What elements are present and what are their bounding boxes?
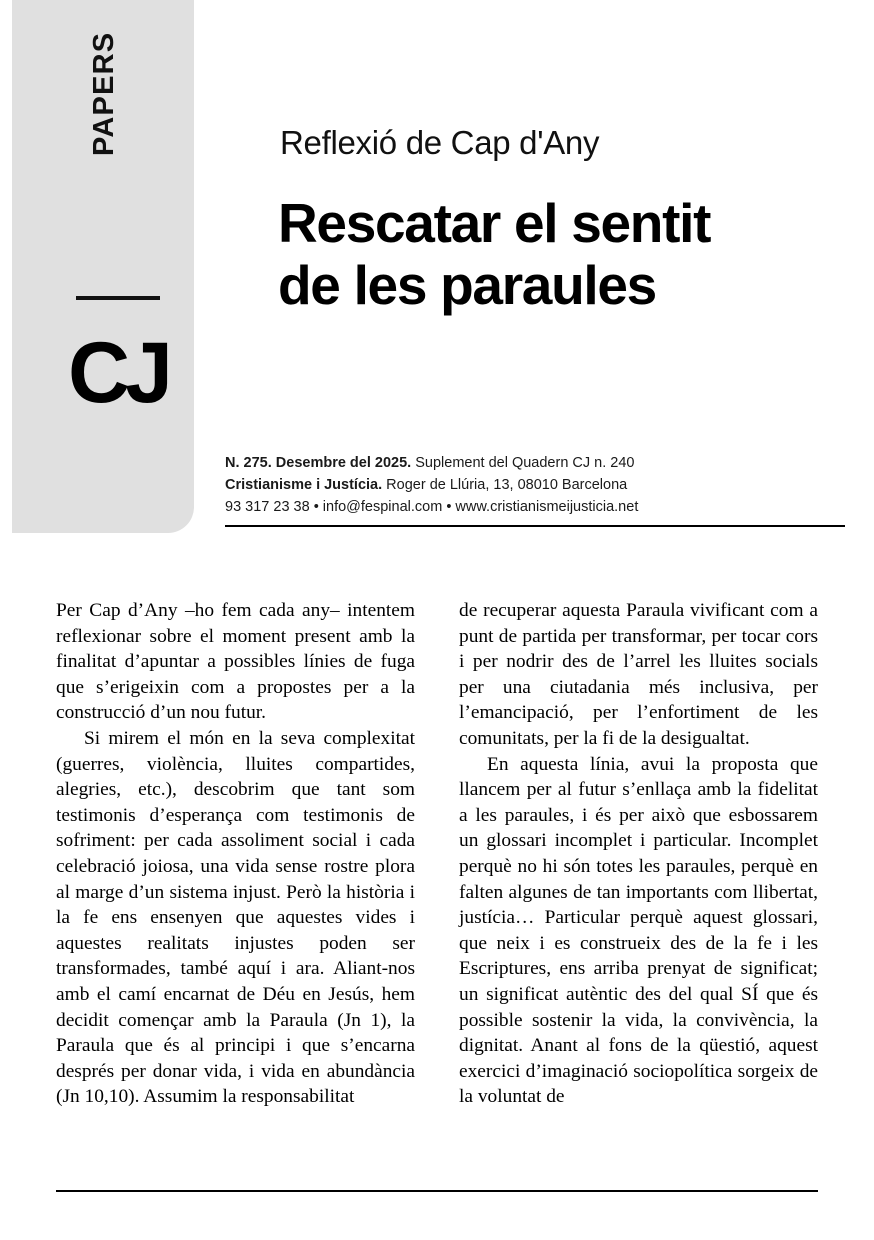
meta-line-address [225,474,845,496]
document-header [0,0,874,540]
paragraph: Si mirem el món en la seva complexitat (guerres, violència, lluites compartides, alegries, etc.), descobrim que tant som testimonis d’esperança com testimonis de sofriment: per cada assoliment social i cada celebració joiosa, una vida sense rostre plora al marge d’un sistema injust. Però la història i la fe ens ensenyen que aquestes vides i aquestes realitats injustes poden ser transformades, també aquí i ara. Aliant-nos amb el camí encarnat de Déu en Jesús, hem decidit començar amb la Paraula (Jn 1), la Paraula que és al principi i que s’encarna després per donar vida, i vida en abundància (Jn 10,10). Assumim la responsabilitat [56,727,415,1108]
column-right [459,598,818,1110]
cj-logo: CJ [68,325,168,421]
page-title-line-2: de les paraules [278,254,656,316]
paragraph: de recuperar aquesta Paraula vivificant com a punt de partida per transformar, per tocar cors i per nodrir des de l’arrel les lluites socials per una ciutadania més inclusiva, per l’emancipació, per l’enfortiment de les comunitats, per la fi de la desigualtat. [459,600,818,749]
article-body [56,598,818,1110]
column-left [56,598,415,1110]
kicker-text: Reflexió de Cap d'Any [280,124,600,161]
header-divider-rule [76,296,160,300]
paragraph: En aquesta línia, avui la proposta que llancem per al futur s’enllaça amb la fidelitat a les paraules, i és per això que esbossarem un glossari incomplet i particular. Incomplet perquè no hi són totes les paraules, perquè en falten algunes de tan importants com llibertat, justícia… Particular perquè aquest glossari, que neix i es construeix des de la fe i les Escriptures, ens arriba prenyat de significat; un significat autèntic des del qual SÍ que és possible sostenir la vida, la convivència, la dignitat. Anant al fons de la qüestió, aquest exercici d’imaginació sociopolítica sorgeix de la voluntat de [459,753,818,1108]
series-label: PAPERS [88,31,120,156]
meta-address-rest: Roger de Llúria, 13, 08010 Barcelona [382,477,628,493]
publication-meta [225,452,845,518]
page-title [278,192,848,316]
meta-org-name: Cristianisme i Justícia. [225,477,383,493]
meta-line-contact: 93 317 23 38 • info@fespinal.com • www.cristianismeijusticia.net [225,499,639,515]
page-title-line-1: Rescatar el sentit [278,192,711,254]
meta-issue-number: N. 275. Desembre del 2025. [225,455,412,471]
paragraph: Per Cap d’Any –ho fem cada any– intentem reflexionar sobre el moment present amb la finalitat d’apuntar a possibles línies de fuga que s’erigeixin com a propostes per a la construcció d’un nou futur. [56,600,415,724]
two-column-layout [56,598,818,1110]
meta-line-issue [225,452,845,474]
meta-bottom-rule [225,525,845,527]
footer-rule [56,1190,818,1192]
meta-issue-rest: Suplement del Quadern CJ n. 240 [411,455,635,471]
